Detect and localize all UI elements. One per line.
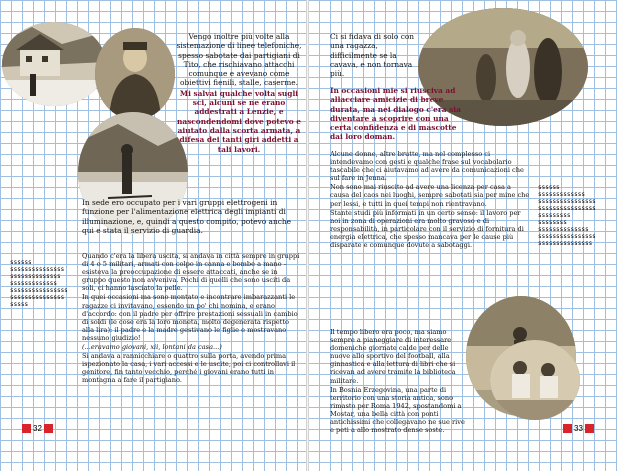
left-top-column <box>176 32 302 155</box>
right-top-paragraph-2: In occasioni mie si riusciva ad allacciare amicizie di breve durata, ma nei dialogo c'era sia diventare a scoprire con una certa confidenza e di mascotte dai loro doman. <box>330 86 461 142</box>
page-gutter <box>306 0 309 471</box>
left-page-number <box>22 423 53 433</box>
right-body-paragraph-3: Stante studi più informati in un certo senso: il lavoro per noi in zona di operazioni era molto gravoso e di responsabilità, in particolare con il servizio di fornitura di energia elettrica, che spesso mancava per le cause più disparate e comunque dovute a sabotaggi. <box>330 208 524 250</box>
right-top-column <box>330 32 422 79</box>
left-mid-column <box>82 198 302 236</box>
left-body-paragraph-1: Quando c'era la libera uscita, si andava in città sempre in gruppi di 4 o 5 militari, armati con colpo in canna e bombe a mano – esisteva la preoccupazione di essere attaccati, anche se in gruppo questo non avveniva. Pochi di quelli che sono usciti da soli, ci hanno lasciato la pelle. <box>82 252 300 293</box>
left-body-paragraph-2: In quei occasioni ma sono montato e incontrare imbarazzanti le ragazze ci invitavano, essendo un po' chi nomina, e erano d'accordo: con il padre per offrire prestazioni sessuali in cambio di soldi (le cose era la loro moneta, molto degenerata rispetto alla lira): il padre e la madre gestivano le figlie e mostravano nessuno giudizio! <box>82 293 298 342</box>
left-page-marker-2 <box>44 424 53 433</box>
right-body-paragraph-5: In Bosnia Erzegovina, una parte di territorio con una storia antica, sono rimasto per Roma 1942, spostandomi a Mostar, una bella città con ponti antichissimi che collegavano ne sue rive e peti a allo mostrato dense soste. <box>330 385 465 435</box>
right-page-marker <box>563 424 572 433</box>
right-page-number <box>563 423 594 433</box>
right-body-column <box>330 150 530 250</box>
right-page-number-text: 33 <box>574 423 583 433</box>
right-body-paragraph-1: Alcune donne, altre brutte, ma nel complesso ci intendevamo con gesti e qualche frase sul vocabolario tascabile che ci aiutavamo ad avere da comunicazioni che sul fare in Jenna. <box>330 150 524 183</box>
left-top-paragraph-3: In sede ero occupato per i vari gruppi elettrogeni in funzione per l'alimentazione elettrica degli impianti di illuminazione, e, quindi a questo compito, potevo anche qui e stata il servizio di guardia. <box>82 198 291 235</box>
left-body-paragraph-3: (...eravamo giovani, xii, lontani da casa...) <box>82 343 222 352</box>
right-body-paragraph-4: Il tempo libero era poco, ma siamo sempre a pianeggiare di interessare domeniche giornate calde per delle nuove allo sportivo del football, alla ginnastica e alla lettura di libri che si ricevan ad avere tramite la biblioteca militare. <box>330 328 456 385</box>
right-body-paragraph-2: Non sono mai riuscito ad avere una licenza per casa a causa del caos nei luoghi, sempre sabotati sia per mine che per lessi, e tutti in quei tempi non rientravano. <box>330 183 530 208</box>
right-top-paragraph-1: Ci si fidava di solo con una ragazza, difficilmente se la cavava, e non tornava più. <box>330 32 415 79</box>
left-filler-text: ssssss sssssssssssssss ssssssssssssss sssssssssssss ssssssssssssssss sssssssssssssss sssss <box>10 259 68 308</box>
right-page-marker-2 <box>585 424 594 433</box>
left-page-number-text: 32 <box>33 423 42 433</box>
left-top-paragraph-2: Mi salvai qualche volta sugli sci, alcuni se ne erano addestrati a Lenzie, e nascondendomi dove potevo e aiutato dalla scorta armata, a difesa dei tanti giri addetti a tali lavori. <box>176 88 302 154</box>
right-mid-column <box>330 86 466 143</box>
left-body-column <box>82 252 302 386</box>
right-filler-text: ssssss sssssssssssss ssssssssssssssss ssssssssssssssss sssssssss ssssssss ssssssssssssss ssssssssssssssss sssssssssssssss <box>538 184 596 247</box>
photo-snowy-house <box>2 22 106 106</box>
left-body-paragraph-4: Si andava a rannicchiare o quattro sulla porta, avendo prima ispezionato la casa, i vari accessi e le uscite, poi ci controllavi il genitore, fin tanto vecchio, perché i giovani erano tutti in montagna a fare il partigiano. <box>82 352 296 385</box>
left-top-paragraph-1: Vengo inoltre più volte alla sistemazione di linee telefoniche, spesso sabotate dai partigiani di Tito, che rischiavano attacchi comunque e avevano come obiettivi fienili, stalle, caserme. <box>176 32 302 88</box>
left-page-marker <box>22 424 31 433</box>
photo-seated-soldiers <box>490 340 580 420</box>
photo-soldier-portrait <box>95 28 175 120</box>
right-lower-column <box>330 328 470 435</box>
